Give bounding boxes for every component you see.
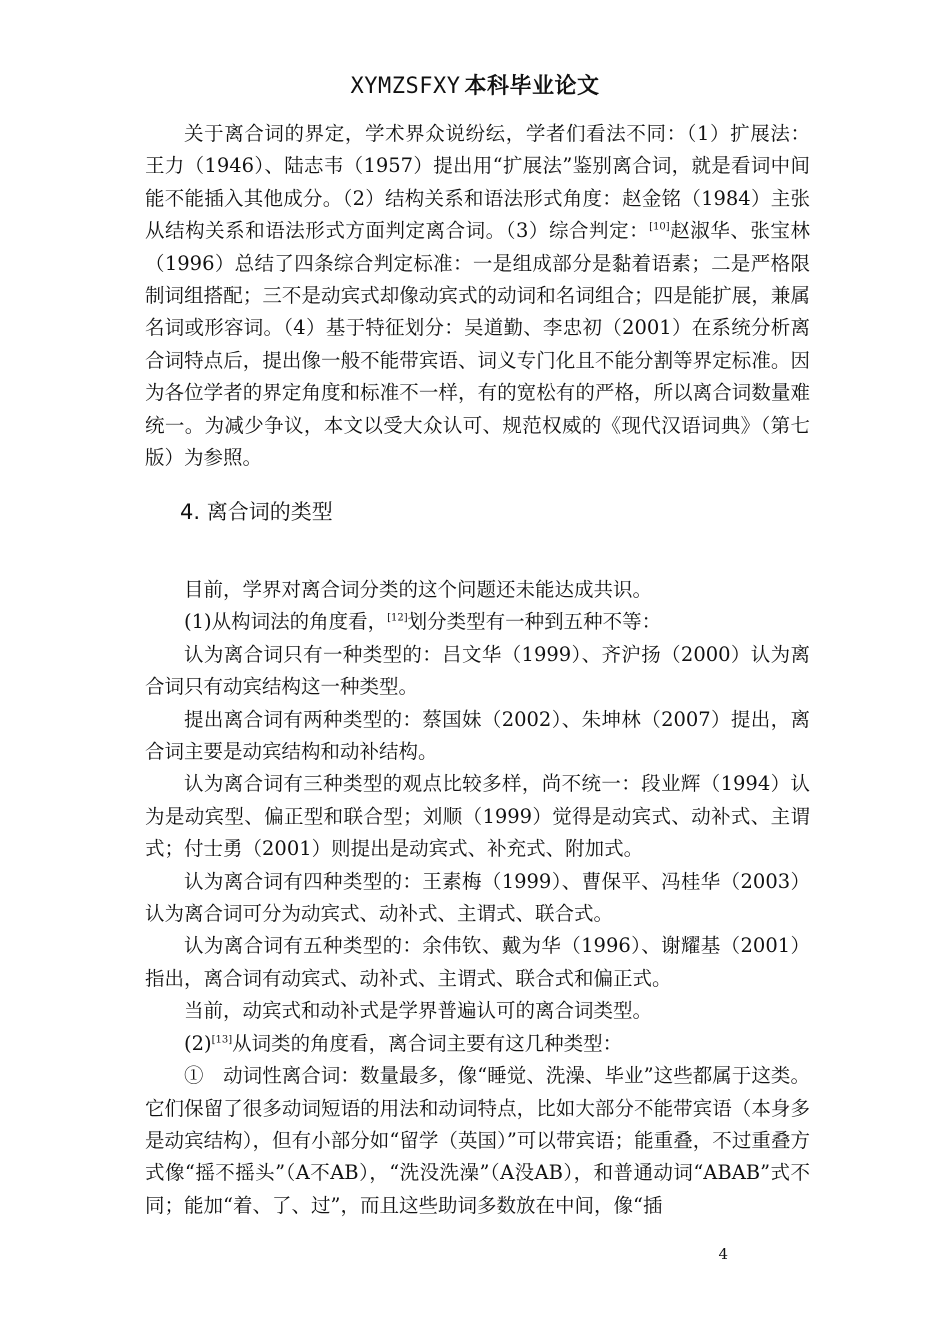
header-code: XYMZSFXY	[350, 74, 461, 99]
types-section	[145, 574, 810, 1222]
citation-ref: [10]	[649, 221, 670, 233]
section-heading: 4. 离合词的类型	[180, 500, 333, 524]
word-class-text-end: 从词类的角度看，离合词主要有这几种类型：	[232, 1031, 623, 1055]
word-formation-text-start: (1)从构词法的角度看，	[184, 610, 388, 634]
word-class-paragraph	[145, 1028, 810, 1060]
word-class-text-start: (2)	[184, 1031, 212, 1055]
intro-paragraph: 目前，学界对离合词分类的这个问题还未能达成共识。	[184, 578, 653, 601]
citation-ref: [12]	[387, 612, 408, 624]
five-types-paragraph: 认为离合词有五种类型的：余伟钦、戴为华（1996）、谢耀基（2001）指出，离合词有动宾式、动补式、主谓式、联合式和偏正式。	[145, 934, 810, 990]
word-formation-paragraph	[145, 606, 810, 638]
two-types-paragraph: 提出离合词有两种类型的：蔡国妹（2002）、朱坤林（2007）提出，离合词主要是动宾结构和动补结构。	[145, 707, 810, 764]
three-types-paragraph: 认为离合词有三种类型的观点比较多样，尚不统一：段业辉（1994）认为是动宾型、偏正型和联合型；刘顺（1999）觉得是动宾式、动补式、主谓式；付士勇（2001）则提出是动宾式、补充式、附加式。	[145, 772, 810, 861]
definition-paragraph	[145, 118, 810, 474]
definition-text-end: 赵淑华、张宝林（1996）总结了四条综合判定标准：一是组成部分是黏着语素；二是严格限制词组搭配；三不是动宾式却像动宾式的动词和名词组合；四是能扩展，兼属名词或形容词。（4）基于特征划分：吴道勤、李忠初（2001）在系统分析离合词特点后，提出像一般不能带宾语、词义专门化且不能分割等界定标准。因为各位学者的界定角度和标准不一样，有的宽松有的严格，所以离合词数量难统一。为减少争议，本文以受大众认可、规范权威的《现代汉语词典》（第七版）为参照。	[145, 219, 810, 470]
one-type-paragraph: 认为离合词只有一种类型的：吕文华（1999）、齐沪扬（2000）认为离合词只有动宾结构这一种类型。	[145, 642, 810, 699]
verbal-type-paragraph: ① 动词性离合词：数量最多，像“睡觉、洗澡、毕业”这些都属于这类。它们保留了很多动词短语的用法和动词特点，比如大部分不能带宾语（本身多是动宾结构），但有小部分如“留学（英国）”可以带宾语；能重叠，不过重叠方式像“摇不摇头”（A不AB），“洗没洗澡”（A没AB），和普通动词“ABAB”式不同；能加“着、了、过”，而且这些助词多数放在中间，像“插	[145, 1064, 810, 1217]
page-header	[0, 72, 950, 102]
definition-text-start: 关于离合词的界定，学术界众说纷纭，学者们看法不同：（1）扩展法：王力（1946）、陆志韦（1957）提出用“扩展法”鉴别离合词，就是看词中间能不能插入其他成分。（2）结构关系和语法形式角度：赵金铭（1984）主张从结构关系和语法形式方面判定离合词。（3）综合判定：	[145, 122, 810, 243]
four-types-paragraph: 认为离合词有四种类型的：王素梅（1999）、曹保平、冯桂华（2003）认为离合词可分为动宾式、动补式、主谓式、联合式。	[145, 869, 810, 926]
citation-ref: [13]	[211, 1034, 233, 1046]
header-title: 本科毕业论文	[464, 74, 600, 99]
current-consensus-paragraph: 当前，动宾式和动补式是学界普遍认可的离合词类型。	[184, 999, 653, 1023]
word-formation-text-end: 划分类型有一种到五种不等：	[407, 610, 662, 634]
page-number: 4	[718, 1245, 728, 1263]
definition-section	[145, 118, 810, 474]
